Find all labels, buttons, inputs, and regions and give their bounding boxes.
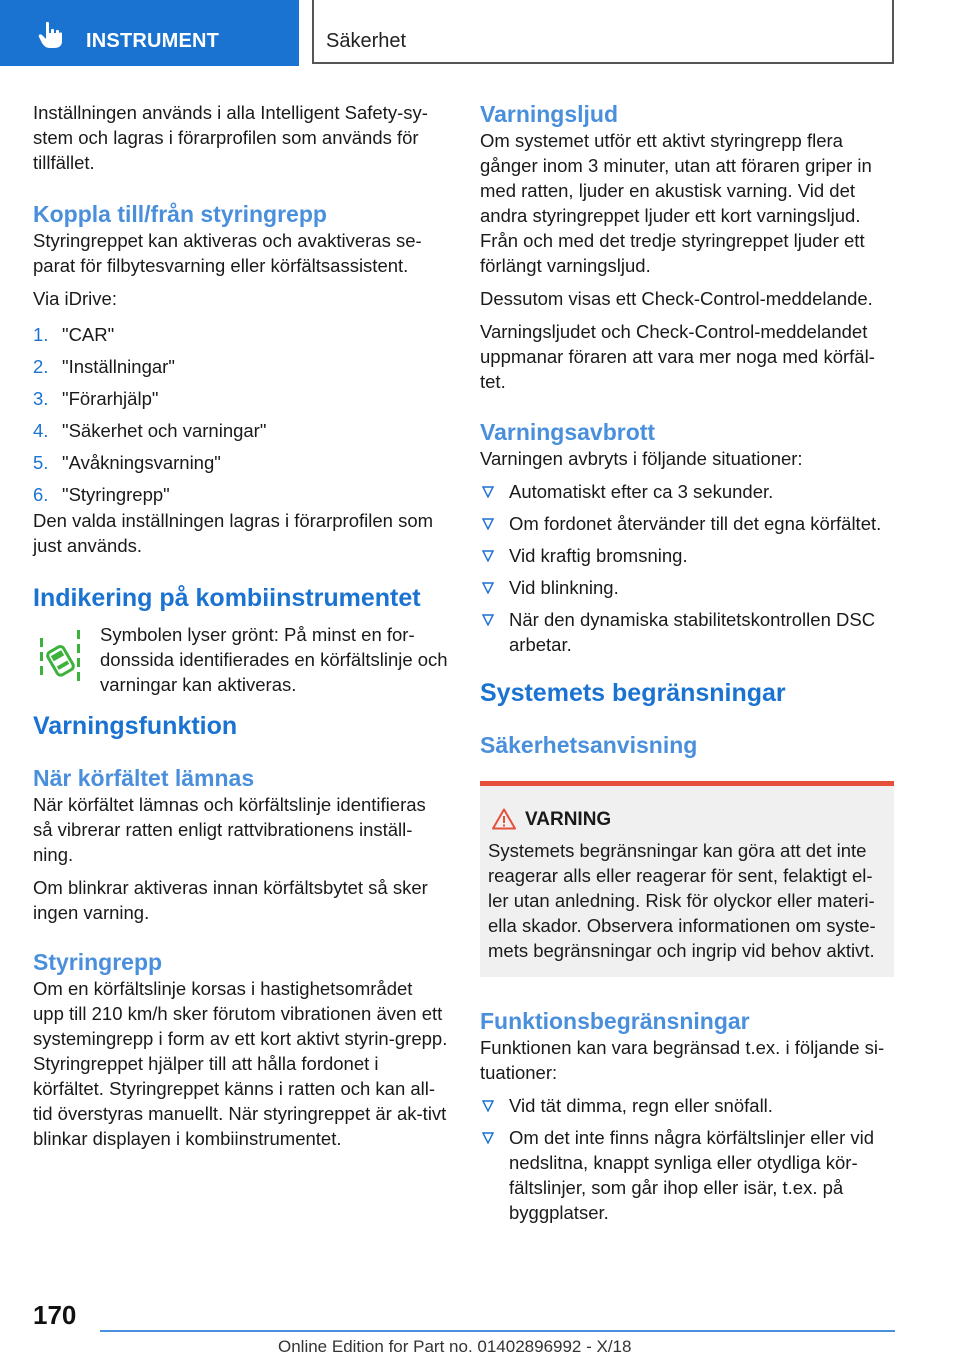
chapter-tab-label: INSTRUMENT bbox=[86, 30, 220, 52]
step-item bbox=[33, 450, 448, 482]
indicator-description: Symbolen lyser grönt: På minst en for-donssida identifierades en körfältslinje och varningar kan aktiveras. bbox=[100, 624, 448, 695]
varningsljud-paragraph-3: Varningsljudet och Check-Control-meddelandet uppmanar föraren att vara mer noga med körfäl-tet. bbox=[480, 321, 875, 392]
funktionsbegransningar-heading: Funktionsbegränsningar bbox=[480, 1008, 750, 1034]
varningsavbrott-heading: Varningsavbrott bbox=[480, 419, 656, 445]
lamnas-paragraph-2: Om blinkrar aktiveras innan körfältsbytet så sker ingen varning. bbox=[33, 877, 428, 923]
step-number: 6. bbox=[33, 484, 49, 505]
chapter-tab[interactable] bbox=[0, 0, 299, 66]
warning-text: Systemets begränsningar kan göra att det inte reagerar alls eller reagerar för sent, felaktigt el-ler utan anledning. Risk för olyckor eller materi-ella skador. Observera informationen om syste-mets begränsningar och ingrip vid behov aktivt. bbox=[488, 840, 876, 961]
hand-pointer-icon bbox=[38, 21, 64, 49]
avbrott-list bbox=[480, 479, 894, 657]
step-text: "Styringrepp" bbox=[62, 484, 170, 505]
step-text: "Förarhjälp" bbox=[62, 388, 159, 409]
bullet-triangle-icon bbox=[482, 582, 494, 594]
koppla-paragraph: Styringreppet kan aktiveras och avaktiveras se-parat för filbytesvarning eller körfältsassistent. bbox=[33, 230, 422, 276]
styringrepp-paragraph: Om en körfältslinje korsas i hastighetsområdet upp till 210 km/h sker förutom vibrationen även ett systemingrepp i form av ett kort aktivt styrin-grepp. Styringreppet hjälper till att hålla fordonet i körfältet. Styringreppet känns i ratten och kan all-tid överstyras manuellt. När styringreppet är ak-tivt blinkar displayen i kombiinstrumentet. bbox=[33, 978, 448, 1149]
warning-title bbox=[488, 808, 886, 832]
lamnas-paragraph-1: När körfältet lämnas och körfältslinje identifieras så vibrerar ratten enligt rattvibrationens inställ-ning. bbox=[33, 794, 426, 865]
bullet-triangle-icon bbox=[482, 614, 494, 626]
funk-list bbox=[480, 1093, 894, 1225]
list-item-text: Vid blinkning. bbox=[509, 577, 619, 598]
after-steps-paragraph: Den valda inställningen lagras i förarprofilen som just används. bbox=[33, 510, 434, 556]
list-item bbox=[480, 511, 894, 536]
step-number: 2. bbox=[33, 356, 49, 377]
varningsljud-heading: Varningsljud bbox=[480, 101, 619, 127]
list-item-text: Vid tät dimma, regn eller snöfall. bbox=[509, 1095, 773, 1116]
warning-box bbox=[480, 781, 894, 977]
varningsfunktion-heading: Varningsfunktion bbox=[33, 712, 238, 740]
idrive-steps bbox=[33, 322, 448, 508]
varningsavbrott-intro: Varningen avbryts i följande situationer: bbox=[480, 448, 803, 469]
right-column bbox=[480, 100, 894, 1232]
edition-text: Online Edition for Part no. 01402896992 - X/18 bbox=[278, 1337, 632, 1356]
step-item bbox=[33, 482, 448, 508]
lamnas-heading: När körfältet lämnas bbox=[33, 765, 255, 791]
step-text: "CAR" bbox=[62, 324, 115, 345]
bullet-triangle-icon bbox=[482, 486, 494, 498]
funktionsbegransningar-intro: Funktionen kan vara begränsad t.ex. i följande si-tuationer: bbox=[480, 1037, 885, 1083]
left-column bbox=[33, 100, 448, 1151]
indikering-heading: Indikering på kombiinstrumentet bbox=[33, 584, 421, 612]
footer-rule bbox=[100, 1330, 895, 1332]
step-text: "Inställningar" bbox=[62, 356, 175, 377]
intro-paragraph: Inställningen används i alla Intelligent Safety-sy-stem och lagras i förarprofilen som används för tillfället. bbox=[33, 102, 428, 173]
begransningar-heading: Systemets begränsningar bbox=[480, 679, 786, 707]
step-item bbox=[33, 418, 448, 450]
warning-title-text: VARNING bbox=[525, 809, 612, 830]
section-title: Säkerhet bbox=[326, 30, 407, 52]
sakerhetsanvisning-heading: Säkerhetsanvisning bbox=[480, 732, 698, 758]
list-item-text: Om fordonet återvänder till det egna körfältet. bbox=[509, 513, 882, 534]
step-number: 5. bbox=[33, 452, 49, 473]
list-item-text: Om det inte finns några körfältslinjer eller vid nedslitna, knappt synliga eller otydliga kör-fältslinjer, som går ihop eller isär, t.ex. på byggplatser. bbox=[509, 1127, 875, 1223]
step-number: 4. bbox=[33, 420, 49, 441]
step-item bbox=[33, 354, 448, 386]
step-text: "Avåkningsvarning" bbox=[62, 452, 221, 473]
section-header bbox=[312, 0, 894, 64]
list-item bbox=[480, 575, 894, 600]
warning-triangle-icon bbox=[492, 808, 516, 830]
step-item bbox=[33, 386, 448, 418]
list-item bbox=[480, 479, 894, 504]
step-number: 1. bbox=[33, 324, 49, 345]
step-number: 3. bbox=[33, 388, 49, 409]
page-number: 170 bbox=[33, 1300, 77, 1330]
list-item bbox=[480, 543, 894, 568]
indicator-row bbox=[33, 622, 448, 710]
bullet-triangle-icon bbox=[482, 550, 494, 562]
step-text: "Säkerhet och varningar" bbox=[62, 420, 267, 441]
lane-departure-icon bbox=[38, 630, 82, 684]
list-item bbox=[480, 1093, 894, 1118]
bullet-triangle-icon bbox=[482, 1100, 494, 1112]
step-item bbox=[33, 322, 448, 354]
styringrepp-heading: Styringrepp bbox=[33, 949, 163, 975]
list-item bbox=[480, 1125, 894, 1225]
via-idrive-text: Via iDrive: bbox=[33, 288, 117, 309]
bullet-triangle-icon bbox=[482, 518, 494, 530]
varningsljud-paragraph-2: Dessutom visas ett Check-Control-meddelande. bbox=[480, 288, 873, 309]
list-item-text: Automatiskt efter ca 3 sekunder. bbox=[509, 481, 774, 502]
bullet-triangle-icon bbox=[482, 1132, 494, 1144]
list-item-text: När den dynamiska stabilitetskontrollen DSC arbetar. bbox=[509, 609, 876, 655]
list-item-text: Vid kraftig bromsning. bbox=[509, 545, 688, 566]
varningsljud-paragraph-1: Om systemet utför ett aktivt styringrepp flera gånger inom 3 minuter, utan att föraren griper in med ratten, ljuder en akustisk varning. Vid det andra styringreppet ljuder ett kort varningsljud. Från och med det tredje styringreppet ljuder ett förlängt varningsljud. bbox=[480, 130, 872, 276]
koppla-heading: Koppla till/från styringrepp bbox=[33, 201, 327, 227]
list-item bbox=[480, 607, 894, 657]
